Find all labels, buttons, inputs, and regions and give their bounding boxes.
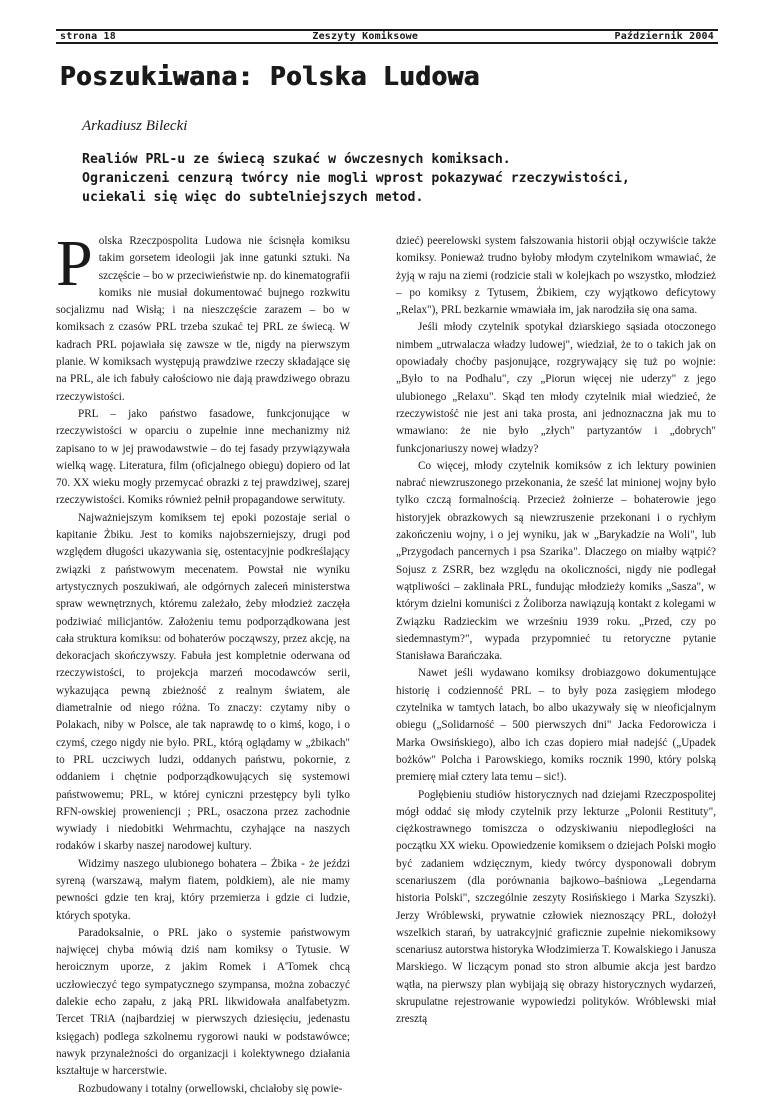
paragraph: Paradoksalnie, o PRL jako o systemie państwowym najwięcej chyba mówią dziś nam komiksy o Tytusie. W heroicznym uporze, z jakim Romek i A'Tomek chcą uczłowieczyć tego sympatycznego szympansa, można zobaczyć dalekie echo zapału, z jaką PRL likwidowała analfabetyzm. Tercet TRiA (najbardziej w pierwszych dziesięciu, jedenastu księgach) podlega szkolnemu rygorowi nauki w podstawówce; nawyk przynależności do organizacji i kolektywnego działania kształtuje w harcerstwie. (56, 926, 350, 1078)
paragraph: dzieć) peerelowski system fałszowania historii objął oczywiście także komiksy. Ponieważ trudno byłoby młodym czytelnikom wmawiać, że żyją w raju na ziemi (rodzicie stali w kolejkach po wszystko, młodzież – po komiksy z Tytusem, Żbikiem, czy wyjątkowo deficytowy „Relax"), PRL bezkarnie wmawiała im, jak narodziła się ona sama. (396, 235, 716, 317)
right-column (396, 233, 716, 1029)
paragraph: Jeśli młody czytelnik spotykał dziarskiego sąsiada otoczonego nimbem „utrwalacza władzy ludowej", wiedział, że to o takich jak on opowiadały choćby pasjonujące, rozgrywający się tuż po wojnie: „Było to na Podhalu", czy „Piorun więcej nie uderzy" z jego ulubionego „Relaxu". Skąd ten młody czytelnik miał wiedzieć, że rzeczywistość nie jest ani taka prosta, ani jednoznaczna jak mu to wmawiano: że nie było „złych" partyzantów i „dobrych" funkcjonariuszy nowej władzy? (396, 321, 716, 455)
paragraph: PRL – jako państwo fasadowe, funkcjonujące w rzeczywistości w oparciu o zupełnie inne mechanizmy niż zapisano to w jej prawodawstwie – do tej fasady przywiązywała wielką wagę. Literatura, film (oficjalnego obiegu) dopiero od lat 70. XX wieku mogły przemycać obrazki z tej prawdziwej, szarej rzeczywistości. Komiks również pełnił propagandowe serwituty. (56, 407, 350, 507)
lead-line: Realiów PRL-u ze świecą szukać w ówczesnych komiksach. (82, 152, 511, 167)
page-number: strona 18 (60, 31, 116, 42)
lead-line: uciekali się więc do subtelniejszych metod. (82, 190, 424, 205)
article-author: Arkadiusz Bilecki (82, 118, 188, 134)
paragraph: Rozbudowany i totalny (orwellowski, chciałoby się powie- (78, 1082, 343, 1095)
paragraph: Widzimy naszego ulubionego bohatera – Żbika - że jeździ syreną (warszawą, małym fiatem, poldkiem), ale nie mamy pewności gdzie ten kraj, który przemierza i gdzie ci ludzie, których spotyka. (56, 857, 350, 922)
paragraph (56, 227, 350, 406)
left-column (56, 227, 350, 1098)
lead-line: Ograniczeni cenzurą twórcy nie mogli wprost pokazywać rzeczywistości, (82, 171, 630, 186)
magazine-name: Zeszyty Komiksowe (312, 31, 419, 42)
paragraph: Nawet jeśli wydawano komiksy drobiazgowo dokumentujące historię i codzienność PRL – to były poza zasięgiem młodego czytelnika w tamtych latach, bo albo ukazywały się w nieoficjalnym obiegu („Solidarność – 500 pierwszych dni" Jacka Fedorowicza i Marka Owsińskiego), albo ich czas dopiero miał nadejść („Upadek bożków" Polcha i Parowskiego, komiks rocznik 1990, który polską premierę miał cztery lata temu – sic!). (396, 667, 716, 784)
paragraph: Pogłębieniu studiów historycznych nad dziejami Rzeczpospolitej mógł oddać się młody czytelnik przy lekturze „Polonii Restituty", ciężkostrawnego tomiszcza o odzyskiwaniu niepodległości na początku XX wieku. Opowiedzenie komiksem o dziejach Polski mogło być zadaniem wdzięcznym, kiedy twórcy dysponowali dobrym scenariuszem (dla porównania bajkowo–baśniowa „Legendarna historia Polski", szczególnie zeszyty Rosińskiego i Marka Szyszki). Jerzy Wróblewski, prywatnie człowiek nieznoszący PRL, dołożył wszelkich starań, by uatrakcyjnić graficznie zupełnie niekomiksowy scenariusz autorstwa historyka Włodzimierza T. Kowalskiego i Janusza Marskiego. W liczącym ponad sto stron albumie akcja jest bardzo wątła, na pierwszy plan wybijają się obrazy historycznych wydarzeń, skrupulatne rejestrowanie wypowiedzi polityków. Wróblewski miał zresztą (396, 788, 716, 1026)
drop-cap: P (56, 227, 93, 300)
paragraph-text: olska Rzeczpospolita Ludowa nie ścisnęła komiksu takim gorsetem ideologii jak inne gatunki sztuki. Na szczęście – bo w przeciwieństwie np. do kinematografii komiks nie musiał dokumentować bujnego rozkwitu socjalizmu nad Wisłą; i na nieszczęście zarazem – bo w komiksach z czasów PRL trzeba szukać tej PRL ze świecą. W kadrach PRL pojawiała się zawsze w tle, nigdy na pierwszym planie. W komiksach występują prawdziwe rzeczy składające się na PRL, ale ich fabuły całościowo nie dają prawdziwego obrazu rzeczywistości. (56, 235, 350, 403)
article-title: Poszukiwana: Polska Ludowa (60, 62, 480, 92)
running-header (56, 29, 718, 44)
paragraph: Co więcej, młody czytelnik komiksów z ich lektury powinien nabrać niewzruszonego przekonania, że sześć lat minionej wojny było tylko czczą formalnością. Przecież żołnierze – bohaterowie jego historyjek obrazkowych są niewzruszenie przekonani i o rychłym zakończeniu wojny, i o jej wyniku, jak w „Barykadzie na Woli", lub „Przygodach pancernych i psa Szarika". Dlaczego on miałby wątpić? Sojusz z ZSRR, bez względu na okoliczności, nigdy nie podlegał wątpliwości – zaklinała PRL, fundując młodzieży komiks „Sasza", w którym dzielni komuniści z Żoliborza nawiązują kontakt z kolegami w Związku Radzieckim we wrześniu 1939 roku. „Przed, czy po siedemnastym?", wypada przypomnieć tu retoryczne pytanie Stanisława Barańczaka. (396, 459, 716, 663)
issue-date: Październik 2004 (614, 31, 714, 42)
paragraph: Najważniejszym komiksem tej epoki pozostaje serial o kapitanie Żbiku. Jest to komiks najobszerniejszy, drugi pod względem długości ukazywania się, ostentacyjnie podkreślający związki z państwowym mecenatem. Powstał nie wyniku artystycznych poszukiwań, ale odgórnych zaleceń ministerstwa spraw wewnętrznych, któremu zależało, żeby młodzież zaczęła podziwiać milicjantów. Założeniu temu podporządkowana jest cała struktura komiksu: od bohaterów począwszy, przez akcję, na dekoracjach skończywszy. Fabuła jest kompletnie oderwana od rzeczywistości, to projekcja marzeń mocodawców serii, wykazująca pewną zbieżność z realnym światem, ale diametralnie od niego różna. To znaczy: czytamy niby o Polakach, niby w Polsce, ale tak naprawdę to o kimś, kogo, i o czymś, czego nigdy nie było. PRL, którą oglądamy w „żbikach" to PRL uczciwych ludzi, oddanych państwu, pokornie, z oddaniem i chętnie podporządkowujących się systemowi państwowemu; PRL, w której cyniczni przestępcy byli tylko RFN-owskiej proweniencji ; PRL, osaczona przez zachodnie wywiady i niedobitki Wehrmachtu, czyhające na naszych rodaków i skarby naszej narodowej kultury. (56, 511, 350, 853)
article-lead (82, 150, 732, 207)
